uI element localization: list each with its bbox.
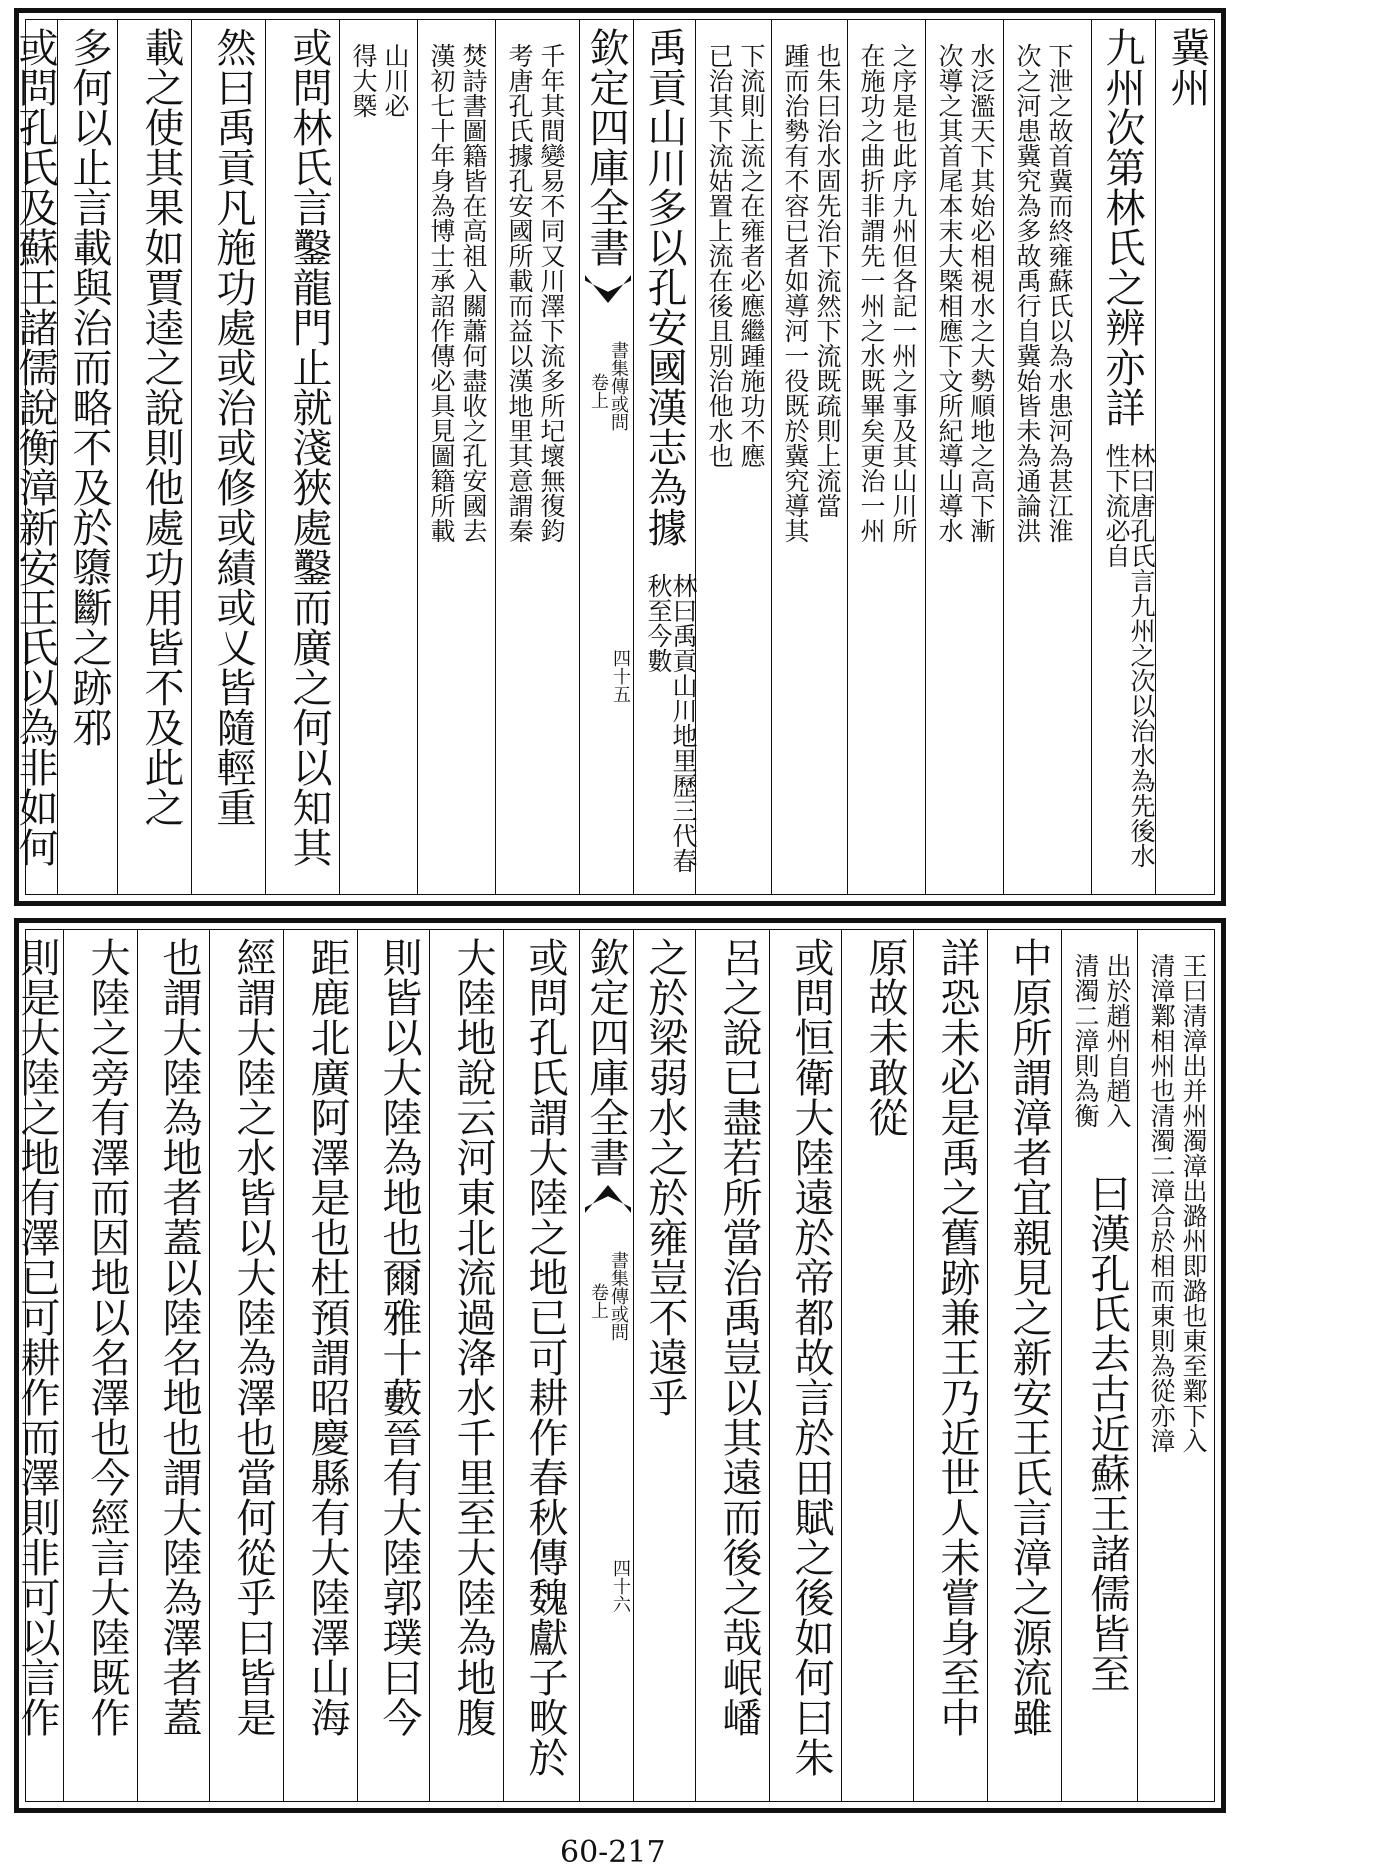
rule xyxy=(913,929,914,1802)
column-24-main: 或問孔氏及蘇王諸儒說衡漳新安王氏以為非如何 xyxy=(12,27,58,867)
column-8-note: 在施功之曲折非謂先一州之水既畢矣更治一州 xyxy=(857,43,886,543)
column-20-main: 或問林氏言鑿龍門止就淺狹處鑿而廣之何以知其 xyxy=(286,27,332,867)
p2-column-9-main: 或問恒衛大陸遠於帝都故言於田賦之後如何曰朱 xyxy=(788,937,834,1777)
column-7-note: 之序是也此序九州但各記一州之事及其山川所 xyxy=(889,43,918,543)
p2-column-12-main: 或問孔氏謂大陸之地已可耕作春秋傳魏獻子畋於 xyxy=(522,937,568,1777)
rule xyxy=(495,19,496,895)
p2-column-7-main: 詳恐未必是禹之舊跡兼王乃近世人未嘗身至中 xyxy=(934,937,980,1737)
rule xyxy=(1003,19,1004,895)
center-volume: 卷上 xyxy=(588,1283,609,1319)
rule xyxy=(633,19,634,895)
p2-column-15-main: 距鹿北廣阿澤是也杜預謂昭慶縣有大陸澤山海 xyxy=(304,937,350,1737)
center-title: 欽定四庫全書 xyxy=(583,937,629,1177)
rule xyxy=(339,19,340,895)
column-3-note: 下泄之故首冀而終雍蘇氏以為水患河為甚江淮 xyxy=(1045,43,1074,543)
p2-column-17-main: 也謂大陸為地者蓋以陸名地也謂大陸為澤者蓋 xyxy=(156,937,202,1737)
column-5-note: 水泛濫天下其始必相視水之大勢順地之高下漸 xyxy=(967,43,996,543)
rule xyxy=(417,19,418,895)
rule xyxy=(63,929,64,1802)
rule xyxy=(117,19,118,895)
column-2-note: 林曰唐孔氏言九州之次以治水為先後水性下流必自 xyxy=(1102,443,1156,868)
p2-column-3-note: 出於趙州自趙入 xyxy=(1103,953,1132,1128)
rule xyxy=(695,929,696,1802)
rule xyxy=(771,19,772,895)
p2-column-8-main: 原故未敢從 xyxy=(862,937,908,1137)
p2-column-4-note: 清濁二漳則為衡 xyxy=(1071,953,1100,1128)
p2-column-13-main: 大陸地說云河東北流過洚水千里至大陸為地腹 xyxy=(450,937,496,1737)
rule xyxy=(633,929,634,1802)
column-18-note: 山川必 xyxy=(381,43,410,118)
rule xyxy=(1061,929,1062,1802)
rule xyxy=(429,929,430,1802)
p2-column-11-main: 之於梁弱水之於雍豈不遠乎 xyxy=(642,937,688,1417)
rule xyxy=(987,929,988,1802)
column-16-note: 焚詩書圖籍皆在高祖入關蕭何盡收之孔安國去 xyxy=(459,43,488,543)
column-10-note: 踵而治勢有不容已者如導河一役既於冀究導其 xyxy=(781,43,810,543)
rule xyxy=(357,929,358,1802)
p2-column-16-main: 經謂大陸之水皆以大陸為澤也當何從乎曰皆是 xyxy=(230,937,276,1737)
column-19-note: 得大槩 xyxy=(349,43,378,118)
page-number: 60-217 xyxy=(560,1835,666,1870)
center-title: 欽定四庫全書 xyxy=(583,27,629,267)
column-11-note: 下流則上流之在雍者必應繼踵施功不應 xyxy=(737,43,766,468)
column-17-note: 漢初七十年身為博士承詔作傳必具見圖籍所載 xyxy=(427,43,456,543)
center-folio: 四十六 xyxy=(610,1559,631,1613)
column-13-note: 林曰禹貢山川地里歷三代春秋至今數 xyxy=(644,573,698,873)
column-4-note: 次之河患冀究為多故禹行自冀始皆未為通論洪 xyxy=(1013,43,1042,543)
column-1-main: 冀州 xyxy=(1164,27,1210,107)
rule xyxy=(1137,929,1138,1802)
column-12-note: 已治其下流姑置上流在後且別治他水也 xyxy=(705,43,734,468)
center-folio: 四十五 xyxy=(610,649,631,703)
column-21-main: 然曰禹貢凡施功處或治或修或績或乂皆隨輕重 xyxy=(210,27,256,827)
upper-page-frame xyxy=(14,8,1226,906)
column-2-main: 九州次第林氏之辨亦詳 xyxy=(1099,27,1145,427)
p2-column-18-main: 大陸之旁有澤而因地以名澤也今經言大陸既作 xyxy=(84,937,130,1737)
rule xyxy=(265,19,266,895)
rule xyxy=(283,929,284,1802)
column-14-note: 千年其間變易不同又川澤下流多所圮壞無復鈞 xyxy=(537,43,566,543)
p2-column-2-note: 清漳鄴相州也清濁二漳合於相而東則為從亦漳 xyxy=(1147,953,1176,1453)
column-9-note: 也朱曰治水固先治下流然下流既疏則上流當 xyxy=(813,43,842,518)
rule xyxy=(579,19,580,895)
p2-column-10-main: 呂之說已盡若所當治禹豈以其遠而後之哉岷嶓 xyxy=(716,937,762,1737)
center-volume: 卷上 xyxy=(588,373,609,409)
rule xyxy=(503,929,504,1802)
rule xyxy=(579,929,580,1802)
rule xyxy=(191,19,192,895)
column-23-main: 多何以止言載與治而略不及於隳斷之跡邪 xyxy=(66,27,112,747)
center-book-title: 書集傳或問 xyxy=(608,341,629,431)
rule xyxy=(137,929,138,1802)
rule xyxy=(841,929,842,1802)
rule xyxy=(925,19,926,895)
p2-column-6-main: 中原所謂漳者宜親見之新安王氏言漳之源流雖 xyxy=(1006,937,1052,1737)
column-15-note: 考唐孔氏據孔安國所載而益以漢地里其意謂秦 xyxy=(505,43,534,543)
p2-column-5-main: 曰漢孔氏去古近蘇王諸儒皆至 xyxy=(1084,1173,1130,1693)
column-13-main: 禹貢山川多以孔安國漢志為據 xyxy=(641,27,687,547)
p2-column-14-main: 則皆以大陸為地也爾雅十藪晉有大陸郭璞曰今 xyxy=(376,937,422,1737)
rule xyxy=(1091,19,1092,895)
column-6-note: 次導之其首尾本末大槩相應下文所紀導山導水 xyxy=(935,43,964,543)
column-22-main: 載之使其果如賈逵之說則他處功用皆不及此之 xyxy=(138,27,184,827)
p2-column-19-main: 則是大陸之地有澤已可耕作而澤則非可以言作 xyxy=(14,937,60,1737)
center-book-title: 書集傳或問 xyxy=(608,1251,629,1341)
rule xyxy=(847,19,848,895)
rule xyxy=(769,929,770,1802)
rule xyxy=(209,929,210,1802)
p2-column-1-note: 王曰清漳出并州濁漳出潞州即潞也東至鄴下入 xyxy=(1179,953,1208,1453)
lower-page-frame xyxy=(14,918,1226,1813)
